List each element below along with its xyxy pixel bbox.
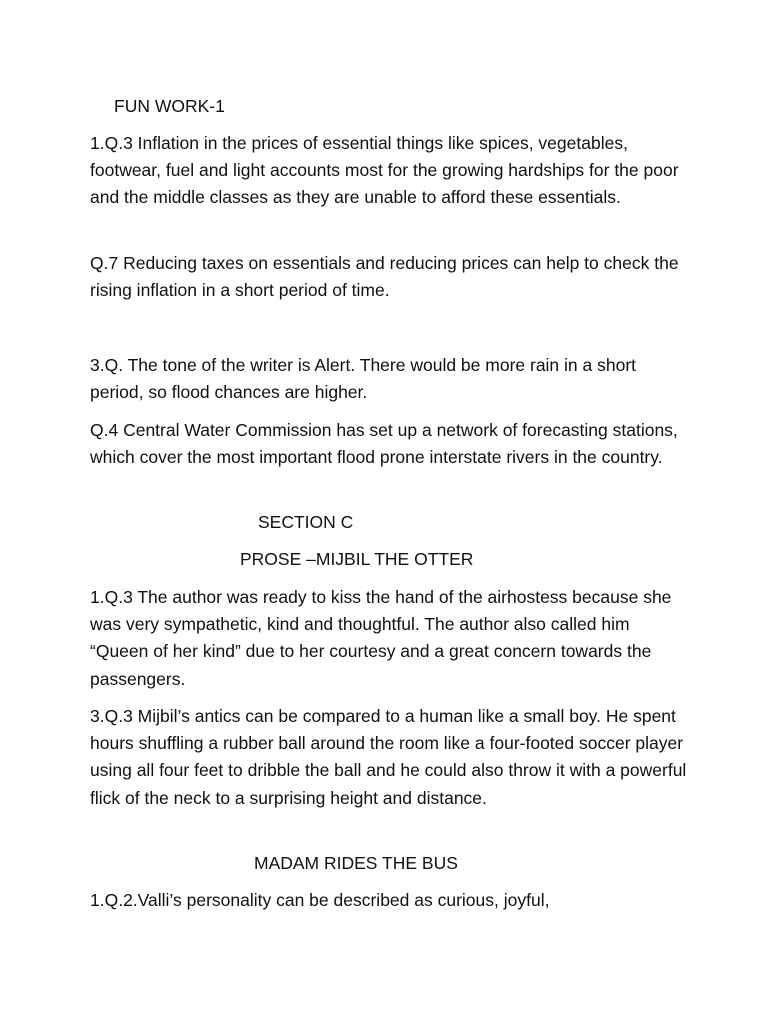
paragraph-reducing-taxes: Q.7 Reducing taxes on essentials and reducing prices can help to check the rising inflation in a short period of time. <box>90 253 679 301</box>
paragraph-writer-tone: 3.Q. The tone of the writer is Alert. There would be more rain in a short period, so flood chances are higher. <box>90 355 637 403</box>
section-c-heading: SECTION C <box>258 512 354 532</box>
paragraph-airhostess: 1.Q.3 The author was ready to kiss the hand of the airhostess because she was very sympathetic, kind and thoughtful. The author also called him “Queen of her kind” due to her courtesy and a great concern towards the passengers. <box>90 587 672 689</box>
document-title: FUN WORK-1 <box>114 96 225 116</box>
madam-rides-bus-heading: MADAM RIDES THE BUS <box>254 853 458 873</box>
prose-heading: PROSE –MIJBIL THE OTTER <box>240 549 474 569</box>
paragraph-water-commission: Q.4 Central Water Commission has set up a network of forecasting stations, which cover the most important flood prone interstate rivers in the country. <box>90 420 678 468</box>
paragraph-inflation-causes: 1.Q.3 Inflation in the prices of essential things like spices, vegetables, footwear, fuel and light accounts most for the growing hardships for the poor and the middle classes as they are unable to afford these essentials. <box>90 133 679 208</box>
paragraph-valli-personality: 1.Q.2.Valli’s personality can be described as curious, joyful, <box>90 890 550 910</box>
paragraph-mijbil-antics: 3.Q.3 Mijbil’s antics can be compared to a human like a small boy. He spent hours shuffling a rubber ball around the room like a four-footed soccer player using all four feet to dribble the ball and he could also throw it with a powerful flick of the neck to a surprising height and distance. <box>90 706 687 808</box>
